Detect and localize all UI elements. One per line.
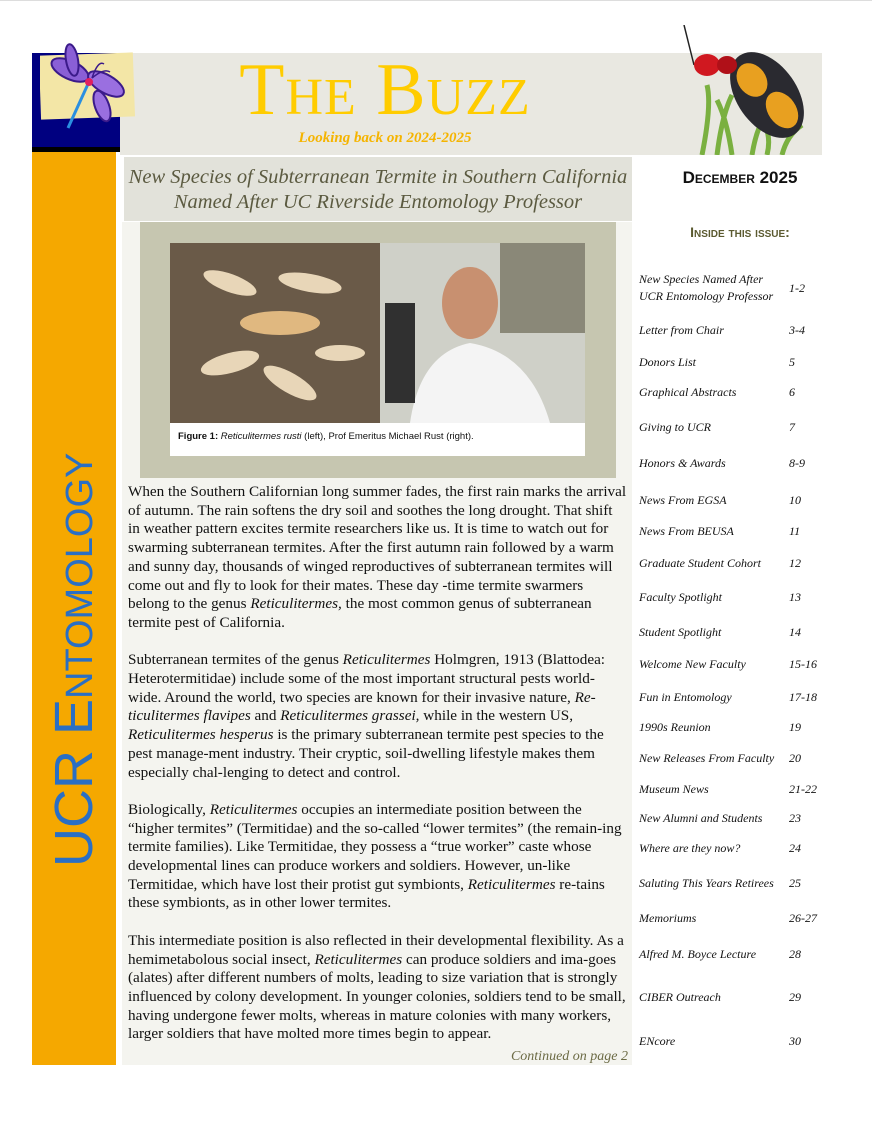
toc-item[interactable] [639, 988, 869, 1006]
toc-item[interactable] [639, 655, 869, 673]
toc-heading: Inside this issue: [690, 224, 790, 240]
continued-link[interactable]: Continued on page 2 [510, 1049, 628, 1065]
text-run: Subterranean termites of the genus [128, 651, 343, 669]
species-name: Reticulitermes, [250, 595, 342, 613]
toc-item-page: 21-22 [789, 781, 817, 796]
toc-item-label: Museum News [639, 781, 709, 796]
toc-item-page: 20 [789, 750, 801, 765]
toc-item-page: 17-18 [789, 689, 817, 704]
text-run: while in the western US, [419, 707, 574, 725]
toc-item-label: Alfred M. Boyce Lecture [639, 946, 757, 961]
article-paragraph [128, 932, 628, 1044]
text-run: and [250, 707, 281, 725]
toc-item-label: Giving to UCR [639, 419, 711, 434]
toc-item-page: 28 [789, 946, 801, 961]
toc-item[interactable] [639, 383, 869, 401]
text-run: This intermediate position is also reflected in their developmental flexibility. As a hemimetabolous social insect, [128, 931, 624, 968]
toc-item-label: CIBER Outreach [639, 989, 721, 1004]
toc-item[interactable] [639, 353, 869, 371]
toc-item-label: Letter from Chair [639, 322, 724, 337]
toc-item-label: Memoriums [639, 910, 697, 925]
figure-caption [170, 423, 585, 456]
toc-item-label: Faculty Spotlight [639, 589, 722, 604]
species-name: Reticulitermes [314, 950, 403, 968]
toc-item[interactable] [639, 839, 869, 857]
toc-item-page: 26-27 [789, 910, 817, 925]
toc-item-label: Where are they now? [639, 840, 741, 855]
toc-item-label: New Releases From Faculty [639, 750, 775, 765]
toc-item-label: News From BEUSA [639, 523, 734, 538]
toc-item[interactable] [639, 718, 869, 736]
toc-item[interactable] [639, 554, 869, 572]
text-run: Biologically, [128, 800, 210, 818]
toc-item-page: 10 [789, 492, 801, 507]
article-paragraph [128, 483, 628, 633]
species-name: Reticulitermes [467, 875, 556, 893]
article-body [128, 483, 628, 1066]
newsletter-subtitle: Looking back on 2024-2025 [298, 130, 472, 146]
toc-item-page: 12 [789, 555, 801, 570]
caption-text: (left), Prof Emeritus Michael Rust (right). [301, 431, 474, 442]
toc-item-page: 15-16 [789, 656, 817, 671]
toc-item[interactable] [639, 522, 869, 540]
text-run: Holmgren, 1913 (Blattodea: Heterotermitidae) include some of the most important structural pests world-wide. Around the world, two species are known for their invasive nature, [128, 651, 606, 706]
toc-item-label: Honors & Awards [639, 455, 726, 470]
article-paragraph [128, 651, 628, 782]
toc-item[interactable] [639, 271, 869, 305]
toc-item[interactable] [639, 418, 869, 436]
article-paragraphs [128, 483, 628, 1044]
toc-item-page: 6 [789, 384, 795, 399]
toc-item-page: 23 [789, 810, 801, 825]
toc-item[interactable] [639, 874, 869, 892]
species-name: Reticulitermes hesperus [128, 726, 274, 744]
toc-item-page: 29 [789, 989, 801, 1004]
toc-item-page: 30 [789, 1033, 801, 1048]
side-title: UCR Entomology [44, 452, 104, 868]
toc-item-page: 5 [789, 354, 795, 369]
toc-item-label: New Alumni and Students [639, 810, 763, 825]
text-run: the most common genus of subterranean termite pest of California. [128, 595, 592, 631]
toc-item[interactable] [639, 454, 869, 472]
caption-species: Reticulitermes rusti [220, 431, 302, 442]
toc-item-label: 1990s Reunion [639, 719, 711, 734]
toc-item[interactable] [639, 588, 869, 606]
newsletter-title: The Buzz [239, 49, 531, 131]
toc-item[interactable] [639, 945, 869, 963]
toc-item[interactable] [639, 688, 869, 706]
species-name: Re-ticulitermes flavipes [128, 688, 596, 725]
toc-item[interactable] [639, 749, 869, 767]
caption-label: Figure 1: [178, 431, 219, 442]
species-name: Reticulitermes [209, 800, 298, 818]
toc-item[interactable] [639, 909, 869, 927]
text-run: occupies an intermediate position between the “higher termites” (Termitidae) and the so-called “lower termites” (the remain-ing termite families). Like Termitidae, they possess a “true worker” caste whose developmental lines can produce workers and soldiers. However, un-like Termitidae, which have lost their protist gut symbionts, [128, 800, 622, 893]
species-name: Reticulitermes grassei, [280, 707, 420, 725]
toc-item-page: 13 [789, 589, 801, 604]
article-paragraph [128, 801, 628, 913]
text-run: is the primary subterranean termite pest species to the pest manage-ment industry. Their cryptic, soil-dwelling lifestyle makes them especially chal-lenging to detect and control. [128, 726, 604, 781]
text-run: re-tains these symbionts, as in other lower termites. [128, 875, 605, 912]
toc-item[interactable] [639, 623, 869, 641]
toc-item-page: 11 [789, 523, 801, 538]
text-run: When the Southern Californian long summer fades, the first rain marks the arrival of autumn. The rain softens the dry soil and soothes the long drought. That shift in weather pattern excites termite researchers like us. It is time to watch out for swarming subterranean termites. After the first autumn rain followed by a warm and sunny day, thousands of winged reproductives of subterranean termites will come out and fly to look for their mates. These day -time termite swarmers belong to the genus [128, 483, 627, 613]
toc-item-label: Student Spotlight [639, 624, 722, 639]
toc-item-label: ENcore [639, 1033, 676, 1048]
toc-item-label: Saluting This Years Retirees [639, 875, 774, 890]
toc-item-label: Fun in Entomology [639, 689, 732, 704]
toc-item-label: News From EGSA [639, 492, 727, 507]
toc-item-label: Graphical Abstracts [639, 384, 737, 399]
toc-item-page: 7 [789, 419, 795, 434]
species-name: Reticulitermes [342, 651, 431, 669]
dragonfly-logo-icon [40, 40, 136, 136]
toc-item-page: 19 [789, 719, 801, 734]
beetle-image-icon [672, 25, 822, 155]
toc-item-page: 14 [789, 624, 801, 639]
toc-item-page: 8-9 [789, 455, 805, 470]
toc-item-label: Welcome New Faculty [639, 656, 746, 671]
article-headline: New Species of Subterranean Termite in Southern California Named After UC Riverside Entomology Professor [124, 157, 632, 221]
toc-item[interactable] [639, 1032, 869, 1050]
toc-item-page: 25 [789, 875, 801, 890]
toc-item-page: 3-4 [789, 322, 805, 337]
text-run: can produce soldiers and ima-goes (alates) after different numbers of molts, leading to size variation that is strongly influenced by colony development. In younger colonies, soldiers tend to be small, having undergone fewer molts, whereas in mature colonies with many workers, larger soldiers that have molted more times begin to appear. [128, 950, 626, 1043]
divider [0, 0, 872, 1]
toc-item[interactable] [639, 491, 869, 509]
toc-item[interactable] [639, 321, 869, 339]
toc-item-page: 24 [789, 840, 801, 855]
toc-item-label: New Species Named After UCR Entomology Professor [639, 272, 774, 303]
toc-item-label: Graduate Student Cohort [639, 555, 761, 570]
issue-date: December 2025 [682, 168, 798, 187]
toc-item[interactable] [639, 780, 869, 798]
toc-item-label: Donors List [639, 354, 697, 369]
toc-item[interactable] [639, 809, 869, 827]
figure-photo [170, 243, 585, 423]
toc-item-page: 1-2 [789, 280, 805, 295]
